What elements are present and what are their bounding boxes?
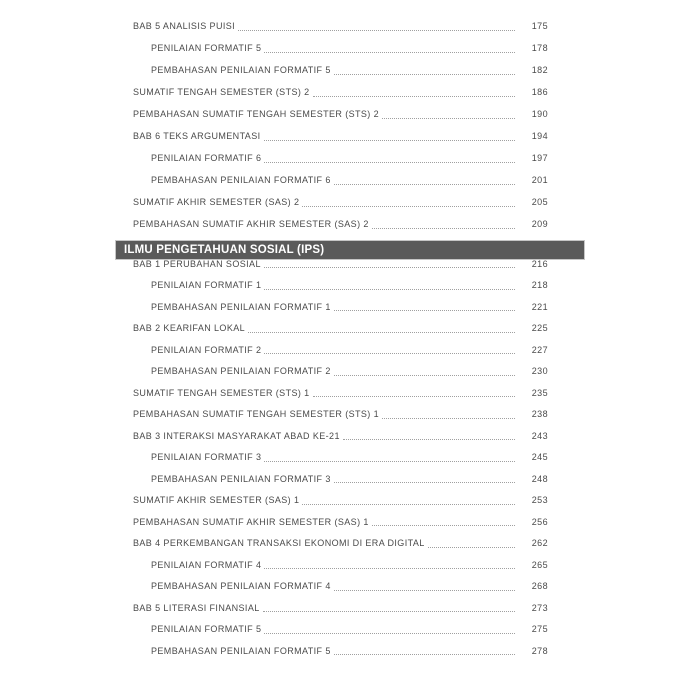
toc-entry [133, 213, 548, 235]
toc-entry [133, 554, 548, 576]
toc-dotted-leader [372, 525, 515, 526]
toc-entry [133, 490, 548, 512]
toc-entry [133, 81, 548, 103]
toc-entry-label: BAB 3 INTERAKSI MASYARAKAT ABAD KE-21 [133, 430, 340, 441]
toc-dotted-leader [334, 375, 515, 376]
toc-entry [133, 103, 548, 125]
toc-page-number: 218 [531, 280, 548, 291]
toc-dotted-leader [382, 118, 515, 119]
toc-dotted-leader [334, 482, 515, 483]
toc-entry-label: PEMBAHASAN PENILAIAN FORMATIF 5 [151, 645, 331, 656]
toc-entry-label: PENILAIAN FORMATIF 1 [151, 280, 262, 291]
toc-page-number: 186 [531, 87, 548, 97]
toc-entry-label: PEMBAHASAN PENILAIAN FORMATIF 4 [151, 581, 331, 592]
toc-dotted-leader [302, 206, 515, 207]
toc-page-number: 194 [531, 131, 548, 141]
toc-page-number: 262 [531, 538, 548, 549]
toc-page-number: 190 [531, 109, 548, 119]
toc-entry [133, 253, 548, 275]
toc-page-number: 238 [531, 409, 548, 420]
toc-page-number: 175 [531, 21, 548, 31]
toc-entry [133, 382, 548, 404]
toc-page-number: 197 [531, 153, 548, 163]
toc-entry [133, 125, 548, 147]
ips-section-title: ILMU PENGETAHUAN SOSIAL (IPS) [124, 244, 325, 256]
toc-page-number: 227 [531, 344, 548, 355]
toc-dotted-leader [264, 52, 515, 53]
toc-dotted-leader [264, 633, 515, 634]
toc-page-number: 205 [531, 197, 548, 207]
toc-dotted-leader [428, 547, 515, 548]
toc-page-number: 221 [531, 301, 548, 312]
toc-entry-label: PEMBAHASAN PENILAIAN FORMATIF 6 [151, 175, 331, 185]
toc-entry-label: BAB 2 KEARIFAN LOKAL [133, 323, 246, 334]
toc-entry-label: PEMBAHASAN SUMATIF AKHIR SEMESTER (SAS) 1 [133, 516, 369, 527]
toc-entry [133, 576, 548, 598]
toc-entry-label: PEMBAHASAN PENILAIAN FORMATIF 3 [151, 473, 331, 484]
toc-page-number: 265 [531, 559, 548, 570]
toc-page-number: 216 [531, 258, 548, 269]
toc-entry-label: PENILAIAN FORMATIF 4 [151, 559, 262, 570]
toc-page-number: 182 [531, 65, 548, 75]
toc-dotted-leader [264, 353, 515, 354]
toc-dotted-leader [382, 418, 515, 419]
toc-entry-label: PEMBAHASAN PENILAIAN FORMATIF 1 [151, 301, 331, 312]
toc-entry-label: BAB 1 PERUBAHAN SOSIAL [133, 258, 261, 269]
toc-dotted-leader [343, 439, 515, 440]
toc-dotted-leader [264, 568, 515, 569]
toc-entry [133, 169, 548, 191]
toc-entry [133, 447, 548, 469]
toc-entry [133, 468, 548, 490]
toc-entry-label: SUMATIF TENGAH SEMESTER (STS) 2 [133, 87, 310, 97]
toc-page-number: 230 [531, 366, 548, 377]
toc-entry [133, 511, 548, 533]
toc-entry-label: PEMBAHASAN PENILAIAN FORMATIF 5 [151, 65, 331, 75]
toc-page-number: 275 [531, 624, 548, 635]
toc-page-number: 256 [531, 516, 548, 527]
toc-entry-label: BAB 5 LITERASI FINANSIAL [133, 602, 260, 613]
toc-dotted-leader [302, 504, 515, 505]
toc-page-number: 243 [531, 430, 548, 441]
toc-page-number: 278 [531, 645, 548, 656]
toc-dotted-leader [334, 184, 515, 185]
toc-entry-label: SUMATIF TENGAH SEMESTER (STS) 1 [133, 387, 310, 398]
toc-entry [133, 296, 548, 318]
toc-page-number: 245 [531, 452, 548, 463]
toc-entry-label: PEMBAHASAN SUMATIF TENGAH SEMESTER (STS) 2 [133, 109, 380, 119]
toc-dotted-leader [334, 74, 515, 75]
toc-dotted-leader [264, 140, 515, 141]
toc-dotted-leader [264, 267, 515, 268]
toc-entry-label: BAB 4 PERKEMBANGAN TRANSAKSI EKONOMI DI ERA DIGITAL [133, 538, 425, 549]
toc-entry [133, 619, 548, 641]
toc-dotted-leader [313, 96, 515, 97]
toc-entry [133, 275, 548, 297]
toc-section-bahasa [133, 15, 548, 235]
toc-entry [133, 640, 548, 662]
toc-entry-label: PENILAIAN FORMATIF 3 [151, 452, 262, 463]
toc-page-number: 225 [531, 323, 548, 334]
toc-dotted-leader [372, 228, 515, 229]
toc-entry [133, 59, 548, 81]
toc-entry-label: PENILAIAN FORMATIF 5 [151, 624, 262, 635]
toc-entry [133, 361, 548, 383]
toc-section-ips [133, 253, 548, 662]
toc-entry [133, 318, 548, 340]
toc-entry [133, 597, 548, 619]
toc-entry-label: PENILAIAN FORMATIF 5 [151, 43, 262, 53]
toc-entry [133, 191, 548, 213]
toc-entry [133, 37, 548, 59]
toc-entry-label: BAB 6 TEKS ARGUMENTASI [133, 131, 261, 141]
toc-entry [133, 339, 548, 361]
toc-dotted-leader [264, 289, 515, 290]
toc-dotted-leader [334, 654, 515, 655]
toc-page-number: 248 [531, 473, 548, 484]
toc-dotted-leader [264, 162, 515, 163]
toc-entry [133, 147, 548, 169]
toc-entry-label: PEMBAHASAN SUMATIF AKHIR SEMESTER (SAS) 2 [133, 219, 369, 229]
toc-dotted-leader [263, 611, 515, 612]
toc-dotted-leader [248, 332, 515, 333]
toc-page-number: 253 [531, 495, 548, 506]
toc-page-number: 273 [531, 602, 548, 613]
toc-page-number: 178 [531, 43, 548, 53]
toc-page-number: 235 [531, 387, 548, 398]
toc-dotted-leader [238, 30, 515, 31]
toc-entry-label: PEMBAHASAN SUMATIF TENGAH SEMESTER (STS) 1 [133, 409, 380, 420]
toc-entry [133, 15, 548, 37]
toc-entry-label: SUMATIF AKHIR SEMESTER (SAS) 2 [133, 197, 300, 207]
toc-entry-label: SUMATIF AKHIR SEMESTER (SAS) 1 [133, 495, 300, 506]
toc-dotted-leader [313, 396, 515, 397]
toc-entry-label: BAB 5 ANALISIS PUISI [133, 21, 236, 31]
toc-entry [133, 425, 548, 447]
toc-page-number: 209 [531, 219, 548, 229]
toc-dotted-leader [264, 461, 515, 462]
toc-entry-label: PENILAIAN FORMATIF 6 [151, 153, 262, 163]
toc-entry-label: PEMBAHASAN PENILAIAN FORMATIF 2 [151, 366, 331, 377]
toc-page-number: 268 [531, 581, 548, 592]
toc-entry [133, 404, 548, 426]
toc-dotted-leader [334, 590, 515, 591]
toc-entry-label: PENILAIAN FORMATIF 2 [151, 344, 262, 355]
toc-dotted-leader [334, 310, 515, 311]
toc-page-number: 201 [531, 175, 548, 185]
toc-entry [133, 533, 548, 555]
